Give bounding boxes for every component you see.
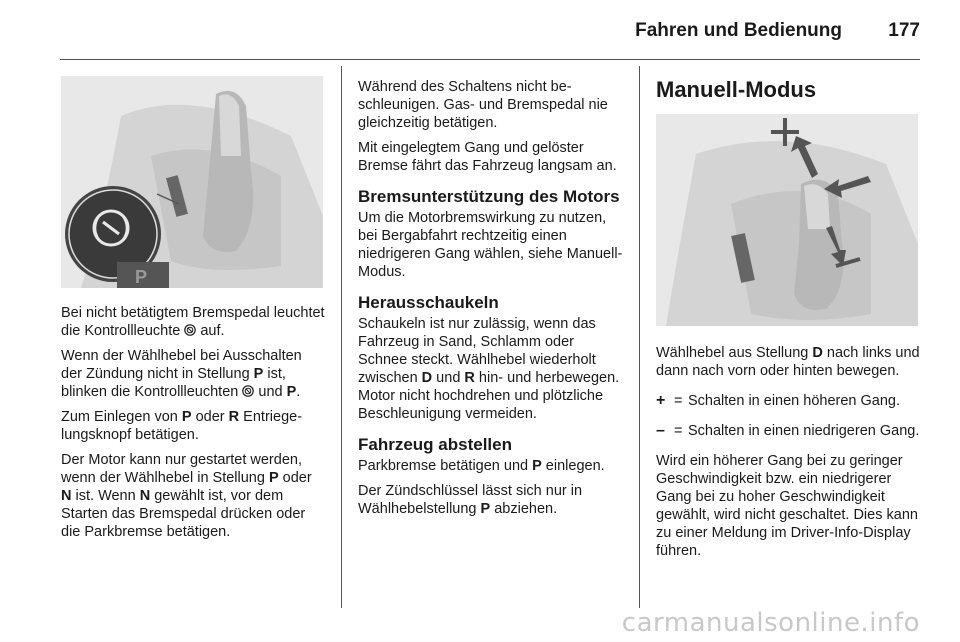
gear-lever-illustration — [61, 76, 323, 288]
right-paragraph-2: Wird ein höherer Gang bei zu geringer Geschwindigkeit bzw. ein niedrigerer Gang bei zu hoher Geschwindigkeit gewählt, wird nicht geschaltet. Dies kann zu einer Meldung im Driver-Info-Display führen. — [656, 453, 918, 559]
heading-herausschaukeln: Herausschaukeln — [358, 293, 499, 312]
gear-lever-drawing — [61, 76, 323, 288]
brake-warning-icon — [242, 385, 254, 397]
column-divider-2 — [639, 66, 640, 608]
middle-paragraph-1: Während des Schaltens nicht beschleunigen. Gas- und Bremspedal nie gleichzeitig betätigen. — [358, 79, 608, 131]
column-divider-1 — [341, 66, 342, 608]
manual-mode-illustration — [656, 114, 918, 326]
left-paragraph-2: Wenn der Wählhebel bei Ausschalten der Zündung nicht in Stellung P ist, blinken die Kontrollleuchten und P. — [61, 348, 302, 400]
chapter-title: Fahren und Bedienung — [635, 20, 842, 41]
section-title-manuell-modus: Manuell-Modus — [656, 77, 817, 102]
page-header — [0, 0, 960, 60]
heading-fahrzeug-abstellen: Fahrzeug abstellen — [358, 435, 512, 454]
left-column — [61, 76, 326, 548]
figure-badge-letter: P — [135, 267, 148, 287]
middle-column — [358, 78, 624, 525]
header-rule — [60, 59, 920, 60]
paragraph-bremsunterstuetzung: Um die Motorbremswirkung zu nutzen, bei Bergabfahrt rechtzeitig einen niedrigeren Gang wählen, siehe Manuell-Modus. — [358, 210, 623, 280]
paragraph-abstellen-1: Parkbremse betätigen und P einlegen. — [358, 458, 605, 474]
heading-bremsunterstuetzung: Bremsunterstützung des Motors — [358, 187, 620, 206]
right-paragraph-1: Wählhebel aus Stellung D nach links und dann nach vorn oder hinten bewegen. — [656, 345, 920, 379]
middle-paragraph-2: Mit eingelegtem Gang und gelöster Bremse fährt das Fahrzeug langsam an. — [358, 140, 617, 174]
watermark: carmanualsonline.info — [621, 608, 920, 638]
plus-icon: + — [656, 392, 666, 409]
left-paragraph-4: Der Motor kann nur gestartet werden, wenn der Wählhebel in Stellung P oder N ist. Wenn N gewählt ist, vor dem Starten das Bremspedal drücken oder die Parkbremse betätigen. — [61, 452, 312, 540]
legend-row-upshift: + = Schalten in einen höheren Gang. — [656, 392, 901, 409]
minus-icon: – — [656, 422, 665, 439]
left-paragraph-3: Zum Einlegen von P oder R Entriegelungsknopf betätigen. — [61, 409, 303, 443]
paragraph-herausschaukeln: Schaukeln ist nur zulässig, wenn das Fahrzeug in Sand, Schlamm oder Schnee steckt. Wählhebel wiederholt zwischen D und R hin- und herbewegen. Motor nicht hochdrehen und plötzliche Beschleunigung vermeiden. — [358, 316, 620, 422]
page-number: 177 — [888, 20, 920, 41]
right-column — [656, 76, 922, 567]
legend-row-downshift: – = Schalten in einen niedrigeren Gang. — [656, 422, 920, 439]
brake-warning-icon — [184, 324, 196, 336]
left-paragraph-1: Bei nicht betätigtem Bremspedal leuchtet die Kontrollleuchte auf. — [61, 305, 325, 339]
paragraph-abstellen-2: Der Zündschlüssel lässt sich nur in Wählhebelstellung P abziehen. — [358, 483, 583, 517]
manual-mode-drawing — [656, 114, 918, 326]
